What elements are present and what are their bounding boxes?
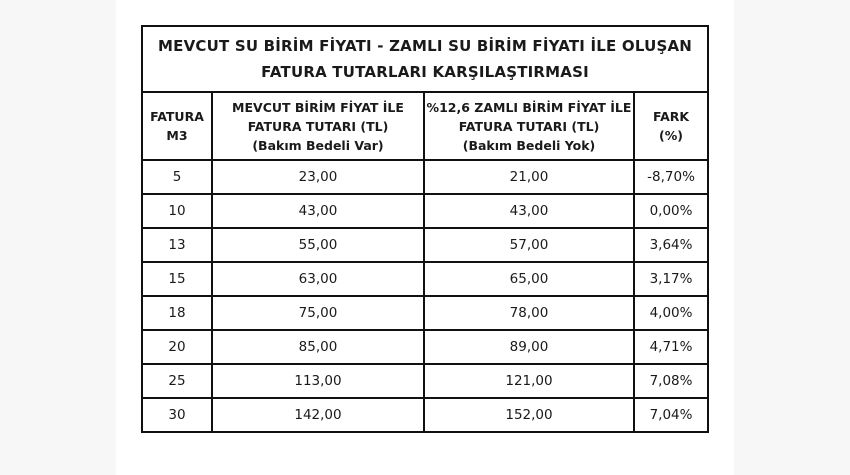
document-page bbox=[116, 0, 734, 475]
table-row bbox=[142, 160, 708, 194]
title-line-1: MEVCUT SU BİRİM FİYATI - ZAMLI SU BİRİM FİYATI İLE OLUŞAN bbox=[158, 37, 693, 55]
header-current-line: (Bakım Bedeli Var) bbox=[252, 137, 384, 153]
table-row bbox=[142, 228, 708, 262]
cell-new: 121,00 bbox=[424, 364, 634, 398]
table-row bbox=[142, 194, 708, 228]
header-m3-line: FATURA bbox=[150, 109, 204, 124]
cell-new: 78,00 bbox=[424, 296, 634, 330]
cell-new: 89,00 bbox=[424, 330, 634, 364]
header-diff-line: (%) bbox=[659, 128, 683, 143]
header-current-line: FATURA TUTARI (TL) bbox=[247, 118, 389, 134]
header-current-line: MEVCUT BİRİM FİYAT İLE bbox=[232, 99, 404, 115]
header-row bbox=[142, 92, 708, 160]
header-current bbox=[212, 92, 424, 160]
cell-current: 113,00 bbox=[212, 364, 424, 398]
cell-current: 23,00 bbox=[212, 160, 424, 194]
cell-new: 57,00 bbox=[424, 228, 634, 262]
cell-current: 75,00 bbox=[212, 296, 424, 330]
table-body bbox=[142, 160, 708, 432]
header-new-line: FATURA TUTARI (TL) bbox=[458, 118, 600, 134]
header-new-line: (Bakım Bedeli Yok) bbox=[462, 137, 596, 153]
header-new bbox=[424, 92, 634, 160]
cell-current: 43,00 bbox=[212, 194, 424, 228]
cell-m3: 10 bbox=[142, 194, 212, 228]
cell-diff: 3,64% bbox=[634, 228, 708, 262]
cell-current: 85,00 bbox=[212, 330, 424, 364]
table-row bbox=[142, 364, 708, 398]
cell-diff: -8,70% bbox=[634, 160, 708, 194]
cell-diff: 4,00% bbox=[634, 296, 708, 330]
cell-diff: 7,04% bbox=[634, 398, 708, 432]
title-row bbox=[142, 26, 708, 92]
header-m3-line: M3 bbox=[166, 128, 188, 143]
title-line-2: FATURA TUTARLARI KARŞILAŞTIRMASI bbox=[261, 63, 589, 81]
table-row bbox=[142, 330, 708, 364]
cell-m3: 25 bbox=[142, 364, 212, 398]
cell-diff: 4,71% bbox=[634, 330, 708, 364]
cell-new: 43,00 bbox=[424, 194, 634, 228]
cell-new: 152,00 bbox=[424, 398, 634, 432]
table-row bbox=[142, 296, 708, 330]
cell-current: 55,00 bbox=[212, 228, 424, 262]
header-m3 bbox=[142, 92, 212, 160]
cell-m3: 5 bbox=[142, 160, 212, 194]
header-new-line: %12,6 ZAMLI BİRİM FİYAT İLE bbox=[426, 99, 632, 115]
cell-new: 21,00 bbox=[424, 160, 634, 194]
cell-m3: 15 bbox=[142, 262, 212, 296]
cell-m3: 20 bbox=[142, 330, 212, 364]
cell-m3: 30 bbox=[142, 398, 212, 432]
table-row bbox=[142, 262, 708, 296]
cell-diff: 7,08% bbox=[634, 364, 708, 398]
table-row bbox=[142, 398, 708, 432]
header-diff bbox=[634, 92, 708, 160]
cell-new: 65,00 bbox=[424, 262, 634, 296]
cell-m3: 13 bbox=[142, 228, 212, 262]
cell-m3: 18 bbox=[142, 296, 212, 330]
cell-current: 142,00 bbox=[212, 398, 424, 432]
cell-diff: 3,17% bbox=[634, 262, 708, 296]
header-diff-line: FARK bbox=[652, 109, 690, 124]
comparison-table bbox=[141, 25, 709, 433]
cell-diff: 0,00% bbox=[634, 194, 708, 228]
cell-current: 63,00 bbox=[212, 262, 424, 296]
table-title bbox=[142, 26, 708, 92]
